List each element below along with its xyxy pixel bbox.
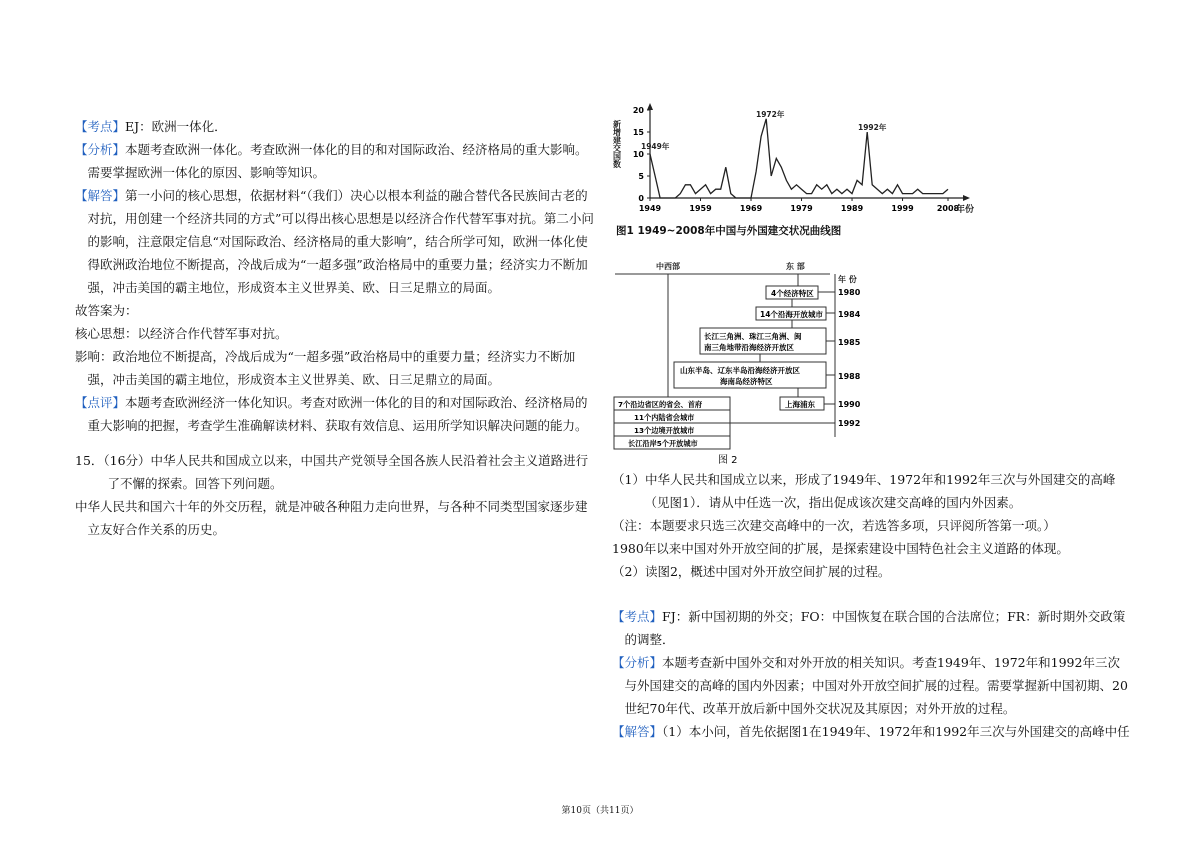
x-axis-arrow <box>963 195 970 201</box>
year-1992: 1992 <box>838 419 861 428</box>
right-column <box>612 468 1132 743</box>
chart-title: 图1 1949~2008年中国与外国建交状况曲线图 <box>616 225 842 237</box>
fenxi-text: 本题考查欧洲一体化。考查欧洲一体化的目的和对国际政治、经济格局的重大影响。需要掌握欧洲一体化的原因、影响等知识。 <box>87 142 588 180</box>
chart-axes <box>647 103 970 201</box>
answer-core: 核心思想：以经济合作代替军事对抗。 <box>75 326 288 341</box>
box-inland-text-a: 7个沿边省区的省会、首府 <box>618 400 703 409</box>
left-column <box>75 115 595 541</box>
jieda-text-right: （1）本小问，首先依据图1在1949年、1972年和1992年三次与外国建交的高峰中任 <box>662 724 1130 739</box>
question-15-1: （1）中华人民共和国成立以来，形成了1949年、1972年和1992年三次与外国建交的高峰（见图1）．请从中任选一次，指出促成该次建交高峰的国内外因素。 <box>612 472 1116 510</box>
fenxi-paragraph <box>75 138 595 184</box>
jieda-paragraph <box>75 184 595 299</box>
answer-label: 故答案为： <box>75 303 138 318</box>
figure2-caption: 图 2 <box>718 455 738 466</box>
kaodian-paragraph <box>75 115 595 138</box>
fenxi-tag: 【分析】 <box>75 142 126 157</box>
dianping-tag: 【点评】 <box>75 395 126 410</box>
box-peninsulas-text-a: 山东半岛、辽东半岛沿海经济开放区 <box>680 366 800 375</box>
year-1985: 1985 <box>838 338 861 347</box>
box-deltas-text-a: 长江三角洲、珠江三角洲、闽 <box>704 332 802 341</box>
figure2-diagram <box>610 257 870 467</box>
x-tick-group <box>639 198 960 213</box>
year-1980: 1980 <box>838 288 861 297</box>
y-axis-arrow <box>647 103 653 110</box>
label-east: 东 部 <box>786 262 805 271</box>
y-tick-label: 5 <box>638 172 644 181</box>
box-inland-text-d: 长江沿岸5个开放城市 <box>628 439 698 448</box>
jieda-tag-right: 【解答】 <box>612 724 663 739</box>
jieda-paragraph-right <box>612 720 1132 743</box>
figure1-chart <box>608 98 988 248</box>
kaodian-text-right: FJ：新中国初期的外交；FO：中国恢复在联合国的合法席位；FR：新时期外交政策的调整． <box>624 609 1126 647</box>
y-tick-label: 20 <box>632 106 644 115</box>
kaodian-tag: 【考点】 <box>75 119 126 134</box>
box-pudong-text: 上海浦东 <box>785 400 815 409</box>
dianping-text: 本题考查欧洲经济一体化知识。考查对欧洲一体化的目的和对国际政治、经济格局的重大影响的把握，考查学生准确解读材料、获取有效信息、运用所学知识解决问题的能力。 <box>87 395 588 433</box>
kaodian-tag-right: 【考点】 <box>612 609 663 624</box>
x-tick-label: 1989 <box>840 204 864 213</box>
box-4-zones-text: 4个经济特区 <box>771 289 814 298</box>
fenxi-paragraph-right <box>612 651 1132 720</box>
question-15-material: 中华人民共和国六十年的外交历程，就是冲破各种阻力走向世界，与各种不同类型国家逐步建立友好合作关系的历史。 <box>75 499 588 537</box>
jieda-tag: 【解答】 <box>75 188 126 203</box>
box-inland-text-c: 13个边境开放城市 <box>634 426 695 435</box>
x-tick-label: 1969 <box>739 204 763 213</box>
annotation-1992: 1992年 <box>858 123 887 132</box>
year-1990: 1990 <box>838 400 861 409</box>
fenxi-tag-right: 【分析】 <box>612 655 663 670</box>
dianping-paragraph <box>75 391 595 437</box>
box-inland-text-b: 11个内陆省会城市 <box>634 413 695 422</box>
box-deltas-text-b: 南三角地带沿海经济开放区 <box>704 343 794 352</box>
y-axis-label: 新增建交国数 <box>612 120 622 168</box>
box-peninsulas-text-b: 海南岛经济特区 <box>720 377 773 386</box>
material-2: 1980年以来中国对外开放空间的扩展，是探索建设中国特色社会主义道路的体现。 <box>612 541 1069 556</box>
y-tick-group <box>633 106 650 203</box>
note: （注：本题要求只选三次建交高峰中的一次，若选答多项，只评阅所答第一项。） <box>612 518 1056 533</box>
answer-influence: 影响：政治地位不断提高，冷战后成为“一超多强”政治格局中的重要力量；经济实力不断加强，冲击美国的霸主地位，形成资本主义世界美、欧、日三足鼎立的局面。 <box>75 349 576 387</box>
spacer <box>612 583 1132 605</box>
annotation-1972: 1972年 <box>756 110 785 119</box>
x-axis-label: 年份 <box>956 205 975 215</box>
spacer <box>75 437 595 449</box>
series-line <box>650 119 948 198</box>
label-west: 中西部 <box>656 262 680 271</box>
x-tick-label: 2008 <box>936 204 960 213</box>
page-footer: 第10页（共11页） <box>561 806 639 816</box>
jieda-text: 第一小问的核心思想，依据材料“（我们）决心以根本利益的融合替代各民族间古老的对抗，用创建一个经济共同的方式”可以得出核心思想是以经济合作代替军事对抗。第二小问的影响，注意限定信息“对国际政治、经济格局的重大影响”，结合所学可知，欧洲一体化使得欧洲政治地位不断提高，冷战后成为“一超多强”政治格局中的重要力量；经济实力不断加强，冲击美国的霸主地位，形成资本主义世界美、欧、日三足鼎立的局面。 <box>87 188 594 295</box>
fenxi-text-right: 本题考查新中国外交和对外开放的相关知识。考查1949年、1972年和1992年三次与外国建交的高峰的国内外因素；中国对外开放空间扩展的过程。需要掌握新中国初期、20世纪70年代、改革开放后新中国外交状况及其原因；对外开放的过程。 <box>624 655 1128 716</box>
annotation-1949: 1949年 <box>641 142 670 151</box>
box-14-cities-text: 14个沿海开放城市 <box>760 310 823 319</box>
year-1988: 1988 <box>838 372 861 381</box>
question-15: 15．（16分）中华人民共和国成立以来，中国共产党领导全国各族人民沿着社会主义道路进行了不懈的探索。回答下列问题。 <box>75 453 589 491</box>
x-tick-label: 1979 <box>790 204 813 213</box>
y-tick-label: 0 <box>638 194 644 203</box>
question-15-2: （2）读图2，概述中国对外开放空间扩展的过程。 <box>612 564 891 579</box>
y-tick-label: 15 <box>632 128 644 137</box>
x-tick-label: 1999 <box>891 204 914 213</box>
x-tick-label: 1959 <box>689 204 712 213</box>
kaodian-text: EJ：欧洲一体化． <box>125 119 227 134</box>
x-tick-label: 1949 <box>638 204 662 213</box>
year-1984: 1984 <box>838 310 861 319</box>
label-year: 年 份 <box>838 275 857 284</box>
y-tick-label: 10 <box>632 150 644 159</box>
kaodian-paragraph-right <box>612 605 1132 651</box>
